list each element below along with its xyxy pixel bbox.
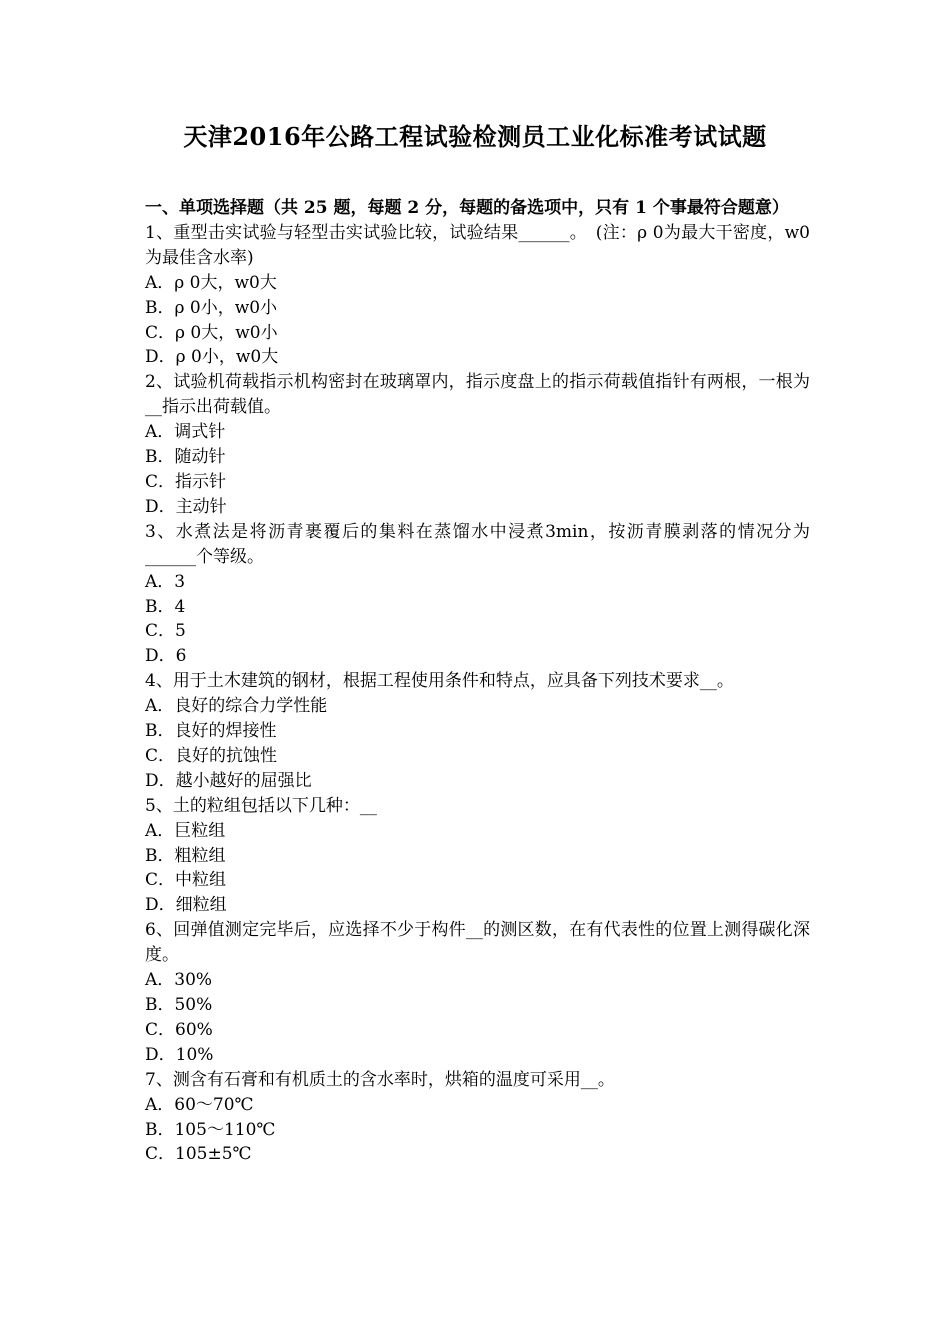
option-a: A．ρ 0大，w0大 — [145, 272, 277, 293]
option-b: B．105～110℃ — [145, 1119, 276, 1140]
option-d: D．细粒组 — [145, 895, 227, 916]
option-c: C．良好的抗蚀性 — [145, 745, 278, 766]
option-c: C．指示针 — [145, 471, 227, 492]
option-b: B．ρ 0小，w0小 — [145, 297, 278, 318]
option-b: B．50% — [145, 995, 213, 1015]
question-5 — [145, 794, 810, 919]
section-heading: 一、单项选择题（共 25 题，每题 2 分，每题的备选项中，只有 1 个事最符合题意） — [145, 198, 789, 218]
document-body — [145, 196, 810, 1167]
question-text: 5、土的粒组包括以下几种：__ — [145, 795, 377, 816]
option-a: A．3 — [145, 571, 186, 592]
option-d: D．10% — [145, 1044, 214, 1065]
question-text: 7、测含有石膏和有机质土的含水率时，烘箱的温度可采用__。 — [145, 1069, 615, 1090]
option-b: B．随动针 — [145, 447, 226, 468]
option-b: B．4 — [145, 596, 186, 617]
option-c: C．ρ 0大，w0小 — [145, 322, 278, 343]
option-a: A．巨粒组 — [145, 820, 226, 841]
option-c: C．5 — [145, 621, 186, 642]
question-text: 3、水煮法是将沥青裹覆后的集料在蒸馏水中浸煮3min，按沥青膜剥落的情况分为______个等级。 — [145, 521, 810, 567]
page-title: 天津2016年公路工程试验检测员工业化标准考试试题 — [183, 122, 767, 151]
option-a: A．调式针 — [145, 422, 226, 443]
option-a: A．良好的综合力学性能 — [145, 696, 328, 717]
option-c: C．中粒组 — [145, 870, 227, 891]
option-d: D．主动针 — [145, 496, 227, 517]
question-text: 4、用于土木建筑的钢材，根据工程使用条件和特点，应具备下列技术要求__。 — [145, 671, 734, 692]
option-c: C．60% — [145, 1019, 213, 1040]
question-text: 1、重型击实试验与轻型击实试验比较，试验结果______。 (注：ρ 0为最大干密度，w0为最佳含水率) — [145, 222, 810, 268]
option-b: B．粗粒组 — [145, 845, 226, 866]
question-1 — [145, 221, 810, 370]
question-text: 2、试验机荷载指示机构密封在玻璃罩内，指示度盘上的指示荷载值指针有两根，一根为__指示出荷载值。 — [145, 372, 810, 418]
option-b: B．良好的焊接性 — [145, 721, 277, 742]
option-d: D．越小越好的屈强比 — [145, 770, 312, 791]
option-d: D．ρ 0小，w0大 — [145, 347, 279, 368]
option-a: A．60～70℃ — [145, 1094, 254, 1115]
option-c: C．105±5℃ — [145, 1144, 252, 1165]
question-6 — [145, 918, 810, 1067]
question-4 — [145, 669, 810, 794]
question-7 — [145, 1068, 810, 1168]
option-a: A．30% — [145, 970, 213, 991]
question-text: 6、回弹值测定完毕后，应选择不少于构件__的测区数，在有代表性的位置上测得碳化深度。 — [145, 920, 810, 966]
question-3 — [145, 520, 810, 669]
option-d: D．6 — [145, 646, 187, 667]
question-2 — [145, 370, 810, 519]
